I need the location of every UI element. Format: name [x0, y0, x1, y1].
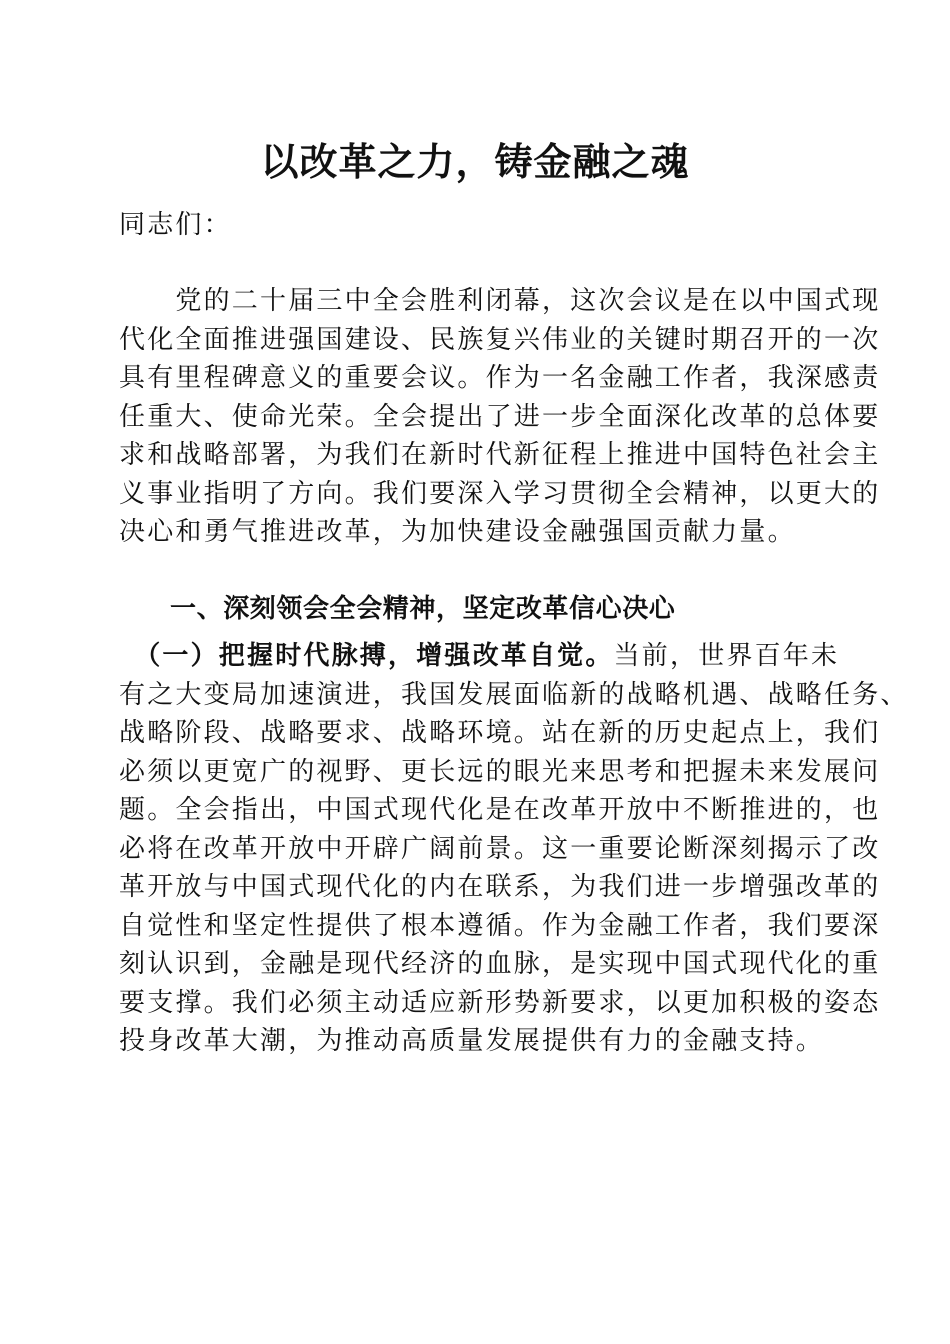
paragraph-1: [119, 282, 881, 552]
paragraph-line: 任重大、使命光荣。全会提出了进一步全面深化改革的总体要: [119, 401, 881, 432]
paragraph-line: 自觉性和坚定性提供了根本遵循。作为金融工作者，我们要深: [119, 910, 881, 941]
paragraph-line: 必须以更宽广的视野、更长远的眼光来思考和把握未来发展问: [119, 756, 881, 787]
paragraph-line-first: [119, 637, 840, 676]
paragraph-line: 革开放与中国式现代化的内在联系，为我们进一步增强改革的: [119, 872, 881, 902]
paragraph-line: 有之大变局加速演进，我国发展面临新的战略机遇、战略任务、: [119, 679, 909, 710]
paragraph-line: 必将在改革开放中开辟广阔前景。这一重要论断深刻揭示了改: [119, 833, 881, 864]
subsection-lead: （一）把握时代脉搏，增强改革自觉。: [119, 641, 614, 671]
paragraph-line: 具有里程碑意义的重要会议。作为一名金融工作者，我深感责: [119, 363, 881, 393]
paragraph-line: 决心和勇气推进改革，为加快建设金融强国贡献力量。: [119, 517, 796, 547]
paragraph-text: 当前，世界百年未: [613, 641, 840, 671]
paragraph-line: 刻认识到，金融是现代经济的血脉，是实现中国式现代化的重: [119, 949, 881, 979]
paragraph-line: 题。全会指出，中国式现代化是在改革开放中不断推进的，也: [119, 795, 881, 825]
paragraph-line: 投身改革大潮，为推动高质量发展提供有力的金融支持。: [119, 1026, 825, 1056]
paragraph-2: [119, 637, 909, 1061]
paragraph-line: 义事业指明了方向。我们要深入学习贯彻全会精神，以更大的: [119, 478, 881, 509]
paragraph-line: 求和战略部署，为我们在新时代新征程上推进中国特色社会主: [119, 440, 881, 470]
paragraph-line: 要支撑。我们必须主动适应新形势新要求，以更加积极的姿态: [119, 987, 881, 1018]
paragraph-line: 党的二十届三中全会胜利闭幕，这次会议是在以中国式现: [119, 286, 881, 316]
paragraph-line: 代化全面推进强国建设、民族复兴伟业的关键时期召开的一次: [119, 324, 881, 355]
page-title: 以改革之力，铸金融之魂: [260, 139, 690, 184]
paragraph-line: 战略阶段、战略要求、战略环境。站在新的历史起点上，我们: [119, 718, 881, 748]
salutation: 同志们：: [119, 210, 232, 240]
section-heading-1: 一、深刻领会全会精神，坚定改革信心决心: [170, 594, 676, 624]
